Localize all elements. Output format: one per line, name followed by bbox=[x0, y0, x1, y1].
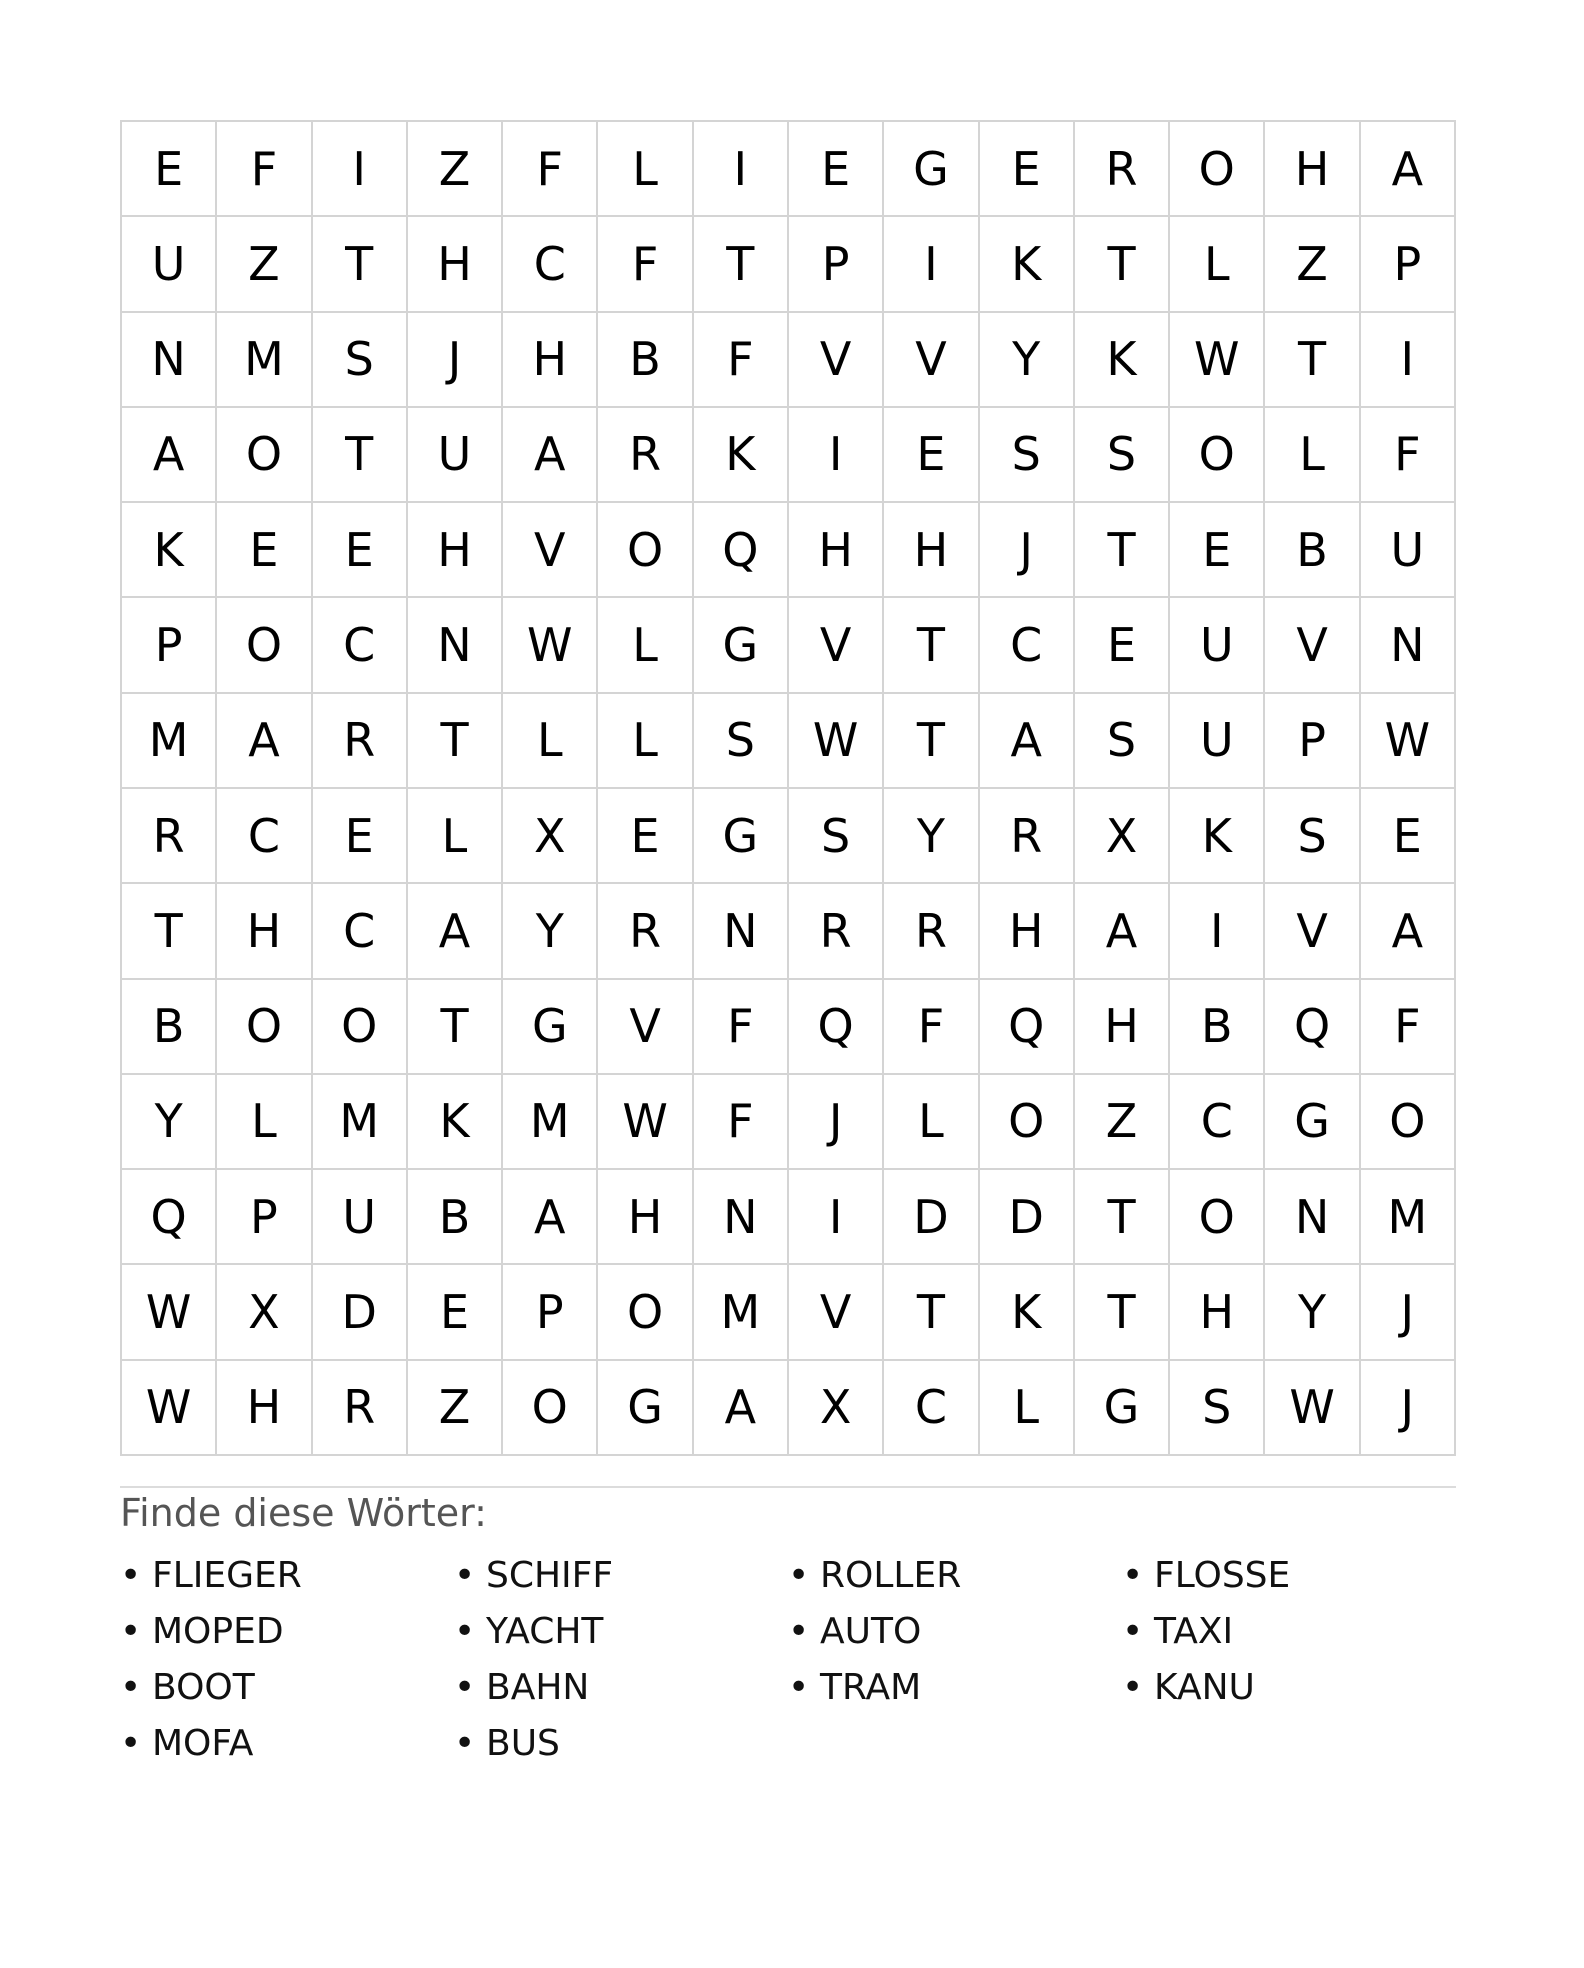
grid-cell[interactable]: K bbox=[980, 1265, 1075, 1360]
word-label: SCHIFF bbox=[486, 1555, 614, 1596]
grid-cell[interactable]: Q bbox=[1265, 980, 1360, 1075]
grid-cell[interactable]: W bbox=[1361, 694, 1456, 789]
grid-cell[interactable]: C bbox=[980, 598, 1075, 693]
grid-cell[interactable]: H bbox=[217, 1361, 312, 1456]
grid-cell[interactable]: N bbox=[1361, 598, 1456, 693]
word-label: MOPED bbox=[152, 1611, 284, 1652]
grid-cell[interactable]: B bbox=[1265, 503, 1360, 598]
grid-cell[interactable]: E bbox=[1361, 789, 1456, 884]
grid-cell[interactable]: W bbox=[503, 598, 598, 693]
word-item bbox=[788, 1604, 1122, 1660]
grid-cell[interactable]: P bbox=[789, 217, 884, 312]
word-item bbox=[788, 1548, 1122, 1604]
bullet-icon: • bbox=[454, 1611, 476, 1652]
word-label: BAHN bbox=[486, 1667, 590, 1708]
grid-cell[interactable]: E bbox=[313, 503, 408, 598]
grid-cell[interactable]: D bbox=[884, 1170, 979, 1265]
word-item bbox=[1122, 1604, 1456, 1660]
grid-cell[interactable]: T bbox=[122, 884, 217, 979]
grid-cell[interactable]: M bbox=[122, 694, 217, 789]
grid-cell[interactable]: T bbox=[884, 598, 979, 693]
word-item bbox=[120, 1716, 454, 1772]
grid-cell[interactable]: H bbox=[598, 1170, 693, 1265]
grid-cell[interactable]: E bbox=[1075, 598, 1170, 693]
grid-cell[interactable]: O bbox=[217, 408, 312, 503]
grid-cell[interactable]: S bbox=[789, 789, 884, 884]
grid-cell[interactable]: V bbox=[1265, 598, 1360, 693]
word-item bbox=[788, 1660, 1122, 1716]
grid-cell[interactable]: T bbox=[313, 408, 408, 503]
grid-cell[interactable]: O bbox=[1170, 408, 1265, 503]
grid-cell[interactable]: Y bbox=[980, 313, 1075, 408]
grid-cell[interactable]: S bbox=[1265, 789, 1360, 884]
grid-cell[interactable]: R bbox=[789, 884, 884, 979]
grid-cell[interactable]: V bbox=[789, 313, 884, 408]
grid-cell[interactable]: A bbox=[503, 408, 598, 503]
grid-cell[interactable]: L bbox=[980, 1361, 1075, 1456]
grid-cell[interactable]: C bbox=[1170, 1075, 1265, 1170]
grid-cell[interactable]: A bbox=[980, 694, 1075, 789]
grid-cell[interactable]: P bbox=[503, 1265, 598, 1360]
word-item bbox=[454, 1716, 788, 1772]
grid-cell[interactable]: S bbox=[313, 313, 408, 408]
grid-cell[interactable]: O bbox=[217, 980, 312, 1075]
grid-cell[interactable]: I bbox=[1170, 884, 1265, 979]
grid-cell[interactable]: I bbox=[1361, 313, 1456, 408]
word-label: YACHT bbox=[486, 1611, 604, 1652]
grid-cell[interactable]: V bbox=[1265, 884, 1360, 979]
grid-cell[interactable]: R bbox=[980, 789, 1075, 884]
grid-cell[interactable]: S bbox=[1075, 694, 1170, 789]
bullet-icon: • bbox=[1122, 1555, 1144, 1596]
grid-cell[interactable]: E bbox=[1170, 503, 1265, 598]
grid-cell[interactable]: P bbox=[122, 598, 217, 693]
grid-cell[interactable]: E bbox=[980, 122, 1075, 217]
grid-cell[interactable]: J bbox=[1361, 1361, 1456, 1456]
grid-cell[interactable]: V bbox=[503, 503, 598, 598]
word-item bbox=[120, 1604, 454, 1660]
grid-cell[interactable]: O bbox=[598, 1265, 693, 1360]
bullet-icon: • bbox=[788, 1667, 810, 1708]
grid-cell[interactable]: U bbox=[1170, 694, 1265, 789]
grid-cell[interactable]: W bbox=[1170, 313, 1265, 408]
grid-cell[interactable]: Y bbox=[122, 1075, 217, 1170]
grid-cell[interactable]: T bbox=[408, 694, 503, 789]
grid-cell[interactable]: U bbox=[408, 408, 503, 503]
grid-cell[interactable]: M bbox=[1361, 1170, 1456, 1265]
grid-cell[interactable]: K bbox=[408, 1075, 503, 1170]
grid-cell[interactable]: O bbox=[1361, 1075, 1456, 1170]
grid-cell[interactable]: E bbox=[598, 789, 693, 884]
word-item bbox=[454, 1660, 788, 1716]
grid-cell[interactable]: M bbox=[503, 1075, 598, 1170]
grid-cell[interactable]: E bbox=[408, 1265, 503, 1360]
grid-cell[interactable]: A bbox=[503, 1170, 598, 1265]
grid-cell[interactable]: K bbox=[980, 217, 1075, 312]
grid-cell[interactable]: L bbox=[503, 694, 598, 789]
grid-cell[interactable]: O bbox=[503, 1361, 598, 1456]
grid-cell[interactable]: O bbox=[313, 980, 408, 1075]
grid-cell[interactable]: M bbox=[217, 313, 312, 408]
grid-cell[interactable]: N bbox=[408, 598, 503, 693]
grid-cell[interactable]: D bbox=[980, 1170, 1075, 1265]
bullet-icon: • bbox=[120, 1723, 142, 1764]
word-list-title: Finde diese Wörter: bbox=[120, 1491, 487, 1535]
grid-cell[interactable]: F bbox=[694, 980, 789, 1075]
grid-cell[interactable]: F bbox=[884, 980, 979, 1075]
grid-cell[interactable]: H bbox=[884, 503, 979, 598]
grid-cell[interactable]: I bbox=[694, 122, 789, 217]
word-item bbox=[120, 1660, 454, 1716]
grid-cell[interactable]: L bbox=[217, 1075, 312, 1170]
grid-cell[interactable]: L bbox=[598, 122, 693, 217]
word-item bbox=[120, 1548, 454, 1604]
grid-cell[interactable]: C bbox=[217, 789, 312, 884]
grid-cell[interactable]: G bbox=[1075, 1361, 1170, 1456]
grid-cell[interactable]: P bbox=[1265, 694, 1360, 789]
grid-cell[interactable]: U bbox=[122, 217, 217, 312]
grid-cell[interactable]: F bbox=[694, 1075, 789, 1170]
grid-cell[interactable]: T bbox=[1075, 1265, 1170, 1360]
grid-cell[interactable]: U bbox=[313, 1170, 408, 1265]
grid-cell[interactable]: J bbox=[980, 503, 1075, 598]
grid-cell[interactable]: Z bbox=[1265, 217, 1360, 312]
grid-cell[interactable]: T bbox=[313, 217, 408, 312]
grid-cell[interactable]: A bbox=[408, 884, 503, 979]
grid-cell[interactable]: A bbox=[122, 408, 217, 503]
grid-cell[interactable]: C bbox=[503, 217, 598, 312]
grid-cell[interactable]: X bbox=[503, 789, 598, 884]
grid-cell[interactable]: W bbox=[598, 1075, 693, 1170]
grid-cell[interactable]: N bbox=[694, 1170, 789, 1265]
grid-cell[interactable]: R bbox=[122, 789, 217, 884]
grid-cell[interactable]: O bbox=[1170, 1170, 1265, 1265]
bullet-icon: • bbox=[454, 1723, 476, 1764]
grid-cell[interactable]: A bbox=[217, 694, 312, 789]
word-label: TRAM bbox=[820, 1667, 922, 1708]
grid-cell[interactable]: V bbox=[789, 1265, 884, 1360]
grid-cell[interactable]: I bbox=[884, 217, 979, 312]
grid-cell[interactable]: G bbox=[694, 789, 789, 884]
word-label: FLIEGER bbox=[152, 1555, 302, 1596]
grid-cell[interactable]: Z bbox=[408, 1361, 503, 1456]
word-label: BOOT bbox=[152, 1667, 255, 1708]
grid-cell[interactable]: W bbox=[1265, 1361, 1360, 1456]
grid-cell[interactable]: I bbox=[789, 1170, 884, 1265]
grid-cell[interactable]: B bbox=[122, 980, 217, 1075]
grid-cell[interactable]: L bbox=[598, 598, 693, 693]
grid-cell[interactable]: F bbox=[1361, 408, 1456, 503]
grid-cell[interactable]: N bbox=[1265, 1170, 1360, 1265]
grid-cell[interactable]: T bbox=[408, 980, 503, 1075]
grid-cell[interactable]: F bbox=[694, 313, 789, 408]
grid-cell[interactable]: T bbox=[1075, 1170, 1170, 1265]
grid-cell[interactable]: X bbox=[789, 1361, 884, 1456]
grid-cell[interactable]: K bbox=[1170, 789, 1265, 884]
grid-cell[interactable]: H bbox=[789, 503, 884, 598]
grid-cell[interactable]: S bbox=[694, 694, 789, 789]
grid-cell[interactable]: H bbox=[1170, 1265, 1265, 1360]
grid-cell[interactable]: C bbox=[313, 884, 408, 979]
grid-cell[interactable]: C bbox=[884, 1361, 979, 1456]
grid-cell[interactable]: T bbox=[884, 1265, 979, 1360]
grid-cell[interactable]: T bbox=[694, 217, 789, 312]
grid-cell[interactable]: D bbox=[313, 1265, 408, 1360]
grid-cell[interactable]: F bbox=[1361, 980, 1456, 1075]
grid-cell[interactable]: V bbox=[789, 598, 884, 693]
grid-cell[interactable]: W bbox=[122, 1265, 217, 1360]
bullet-icon: • bbox=[454, 1667, 476, 1708]
grid-cell[interactable]: T bbox=[1265, 313, 1360, 408]
grid-cell[interactable]: R bbox=[313, 1361, 408, 1456]
grid-cell[interactable]: G bbox=[503, 980, 598, 1075]
grid-cell[interactable]: G bbox=[1265, 1075, 1360, 1170]
grid-cell[interactable]: Z bbox=[217, 217, 312, 312]
grid-cell[interactable]: V bbox=[598, 980, 693, 1075]
grid-cell[interactable]: G bbox=[598, 1361, 693, 1456]
grid-cell[interactable]: K bbox=[122, 503, 217, 598]
grid-cell[interactable]: O bbox=[217, 598, 312, 693]
bullet-icon: • bbox=[1122, 1611, 1144, 1652]
grid-cell[interactable]: U bbox=[1170, 598, 1265, 693]
grid-cell[interactable]: Q bbox=[789, 980, 884, 1075]
grid-cell[interactable]: A bbox=[1361, 122, 1456, 217]
grid-cell[interactable]: N bbox=[694, 884, 789, 979]
word-list bbox=[120, 1548, 1456, 1772]
word-label: ROLLER bbox=[820, 1555, 962, 1596]
grid-cell[interactable]: H bbox=[1075, 980, 1170, 1075]
grid-cell[interactable]: H bbox=[217, 884, 312, 979]
grid-cell[interactable]: H bbox=[1265, 122, 1360, 217]
grid-cell[interactable]: L bbox=[1265, 408, 1360, 503]
grid-cell[interactable]: G bbox=[694, 598, 789, 693]
grid-cell[interactable]: Q bbox=[122, 1170, 217, 1265]
grid-cell[interactable]: E bbox=[884, 408, 979, 503]
grid-cell[interactable]: T bbox=[1075, 503, 1170, 598]
grid-cell[interactable]: O bbox=[1170, 122, 1265, 217]
grid-cell[interactable]: L bbox=[1170, 217, 1265, 312]
grid-cell[interactable]: E bbox=[122, 122, 217, 217]
grid-cell[interactable]: T bbox=[1075, 217, 1170, 312]
bullet-icon: • bbox=[120, 1611, 142, 1652]
bullet-icon: • bbox=[454, 1555, 476, 1596]
bullet-icon: • bbox=[120, 1555, 142, 1596]
grid-cell[interactable]: H bbox=[503, 313, 598, 408]
grid-cell[interactable]: E bbox=[217, 503, 312, 598]
grid-cell[interactable]: K bbox=[1075, 313, 1170, 408]
grid-cell[interactable]: E bbox=[313, 789, 408, 884]
grid-cell[interactable]: C bbox=[313, 598, 408, 693]
grid-cell[interactable]: W bbox=[789, 694, 884, 789]
grid-cell[interactable]: H bbox=[408, 503, 503, 598]
grid-cell[interactable]: X bbox=[1075, 789, 1170, 884]
grid-cell[interactable]: Y bbox=[503, 884, 598, 979]
grid-cell[interactable]: Y bbox=[1265, 1265, 1360, 1360]
grid-cell[interactable]: J bbox=[1361, 1265, 1456, 1360]
bullet-icon: • bbox=[788, 1611, 810, 1652]
grid-cell[interactable]: A bbox=[1361, 884, 1456, 979]
word-item bbox=[454, 1548, 788, 1604]
grid-cell[interactable]: X bbox=[217, 1265, 312, 1360]
grid-cell[interactable]: J bbox=[789, 1075, 884, 1170]
bullet-icon: • bbox=[120, 1667, 142, 1708]
bullet-icon: • bbox=[1122, 1667, 1144, 1708]
grid-cell[interactable]: L bbox=[598, 694, 693, 789]
grid-cell[interactable]: O bbox=[598, 503, 693, 598]
grid-cell[interactable]: I bbox=[313, 122, 408, 217]
grid-cell[interactable]: S bbox=[1075, 408, 1170, 503]
grid-cell[interactable]: Q bbox=[694, 503, 789, 598]
grid-cell[interactable]: P bbox=[217, 1170, 312, 1265]
grid-cell[interactable]: R bbox=[884, 884, 979, 979]
grid-cell[interactable]: H bbox=[980, 884, 1075, 979]
grid-cell[interactable]: S bbox=[1170, 1361, 1265, 1456]
word-label: MOFA bbox=[152, 1723, 254, 1764]
word-label: KANU bbox=[1154, 1667, 1255, 1708]
grid-cell[interactable]: R bbox=[598, 884, 693, 979]
grid-cell[interactable]: U bbox=[1361, 503, 1456, 598]
bullet-icon: • bbox=[788, 1555, 810, 1596]
word-item bbox=[1122, 1548, 1456, 1604]
word-label: TAXI bbox=[1154, 1611, 1234, 1652]
grid-cell[interactable]: L bbox=[408, 789, 503, 884]
grid-cell[interactable]: R bbox=[313, 694, 408, 789]
word-label: AUTO bbox=[820, 1611, 922, 1652]
grid-cell[interactable]: B bbox=[1170, 980, 1265, 1075]
grid-cell[interactable]: O bbox=[980, 1075, 1075, 1170]
grid-cell[interactable]: J bbox=[408, 313, 503, 408]
grid-cell[interactable]: H bbox=[408, 217, 503, 312]
grid-cell[interactable]: B bbox=[408, 1170, 503, 1265]
grid-cell[interactable]: S bbox=[980, 408, 1075, 503]
grid-cell[interactable]: G bbox=[884, 122, 979, 217]
grid-cell[interactable]: F bbox=[217, 122, 312, 217]
grid-cell[interactable]: A bbox=[1075, 884, 1170, 979]
grid-cell[interactable]: F bbox=[598, 217, 693, 312]
letter-grid bbox=[120, 120, 1456, 1456]
word-label: FLOSSE bbox=[1154, 1555, 1291, 1596]
grid-cell[interactable]: T bbox=[884, 694, 979, 789]
grid-cell[interactable]: I bbox=[789, 408, 884, 503]
grid-cell[interactable]: Q bbox=[980, 980, 1075, 1075]
grid-cell[interactable]: F bbox=[503, 122, 598, 217]
grid-cell[interactable]: W bbox=[122, 1361, 217, 1456]
grid-cell[interactable]: B bbox=[598, 313, 693, 408]
grid-cell[interactable]: L bbox=[884, 1075, 979, 1170]
grid-cell[interactable]: M bbox=[694, 1265, 789, 1360]
grid-cell[interactable]: Y bbox=[884, 789, 979, 884]
grid-cell[interactable]: E bbox=[789, 122, 884, 217]
grid-cell[interactable]: N bbox=[122, 313, 217, 408]
word-label: BUS bbox=[486, 1723, 560, 1764]
grid-cell[interactable]: K bbox=[694, 408, 789, 503]
grid-cell[interactable]: P bbox=[1361, 217, 1456, 312]
word-item bbox=[1122, 1660, 1456, 1716]
grid-cell[interactable]: Z bbox=[408, 122, 503, 217]
word-item bbox=[454, 1604, 788, 1660]
grid-cell[interactable]: R bbox=[598, 408, 693, 503]
grid-cell[interactable]: A bbox=[694, 1361, 789, 1456]
grid-cell[interactable]: V bbox=[884, 313, 979, 408]
grid-cell[interactable]: R bbox=[1075, 122, 1170, 217]
grid-cell[interactable]: M bbox=[313, 1075, 408, 1170]
grid-cell[interactable]: Z bbox=[1075, 1075, 1170, 1170]
